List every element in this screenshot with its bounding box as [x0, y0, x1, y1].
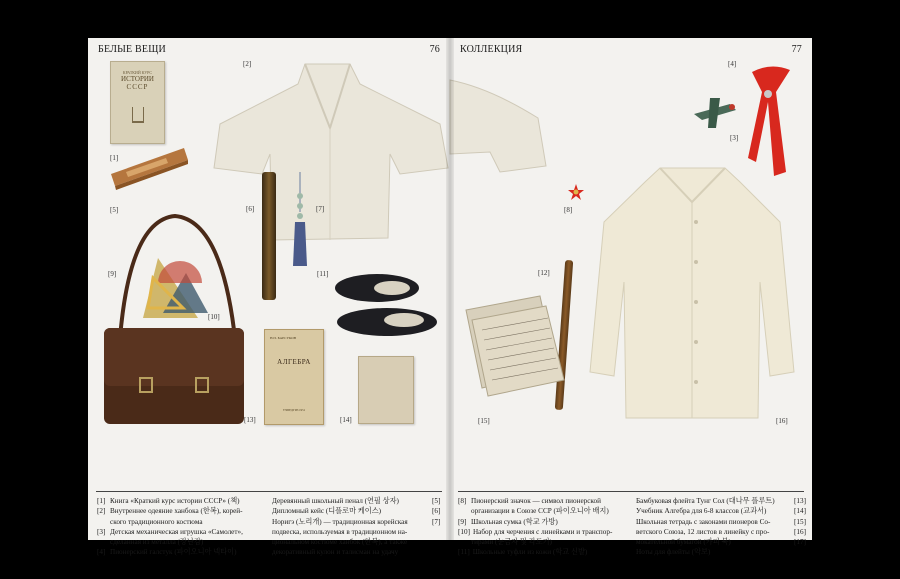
left-captions-col1 [97, 496, 267, 558]
label-8: [8] [564, 206, 573, 214]
caption-row: Учебник Алгебра для 6-8 классов (교과서) [14] [636, 507, 806, 516]
caption-row: [1] Книга «Краткий курс истории СССР» (책) [97, 497, 240, 505]
caption-row: Школьная тетрадь с законами пионеров Со- [15] [636, 517, 806, 526]
caption-divider [458, 491, 804, 492]
right-page-number: 77 [791, 44, 802, 55]
right-page [450, 38, 812, 557]
caption-row: [3] Детская механическая игрушка «Самолет», [97, 527, 243, 536]
book-cover-emblem [132, 107, 144, 123]
wooden-pencil-case [106, 142, 191, 192]
label-7: [7] [316, 205, 325, 213]
label-10: [10] [208, 313, 220, 321]
left-captions-col2 [272, 496, 442, 558]
right-captions-col2 [636, 496, 806, 558]
book-gutter [446, 38, 454, 540]
left-page-number: 76 [429, 44, 440, 55]
diploma-case [262, 172, 276, 300]
caption-row: [2] Внутреннее одеяние ханбока (한복), корей- [97, 507, 243, 516]
leather-school-shoes [332, 266, 442, 346]
caption-divider [96, 491, 442, 492]
pioneer-badge [568, 184, 584, 200]
sheet-music [460, 290, 570, 400]
book-cover-line2: ИСТОРИИ [121, 75, 154, 83]
label-3: [3] [730, 134, 739, 142]
leather-school-bag [100, 210, 250, 430]
caption-row: Ноты для флейты (악보) [636, 548, 711, 557]
caption-row: [9] Школьная сумка (학교 가방) [458, 517, 558, 526]
caption-row: тирами (눈금자 및 각도기) [471, 538, 552, 547]
caption-row: подвеска, используемая в традиционном на- [272, 527, 408, 536]
label-14: [14] [340, 416, 352, 424]
label-9: [9] [108, 270, 117, 278]
label-1: [1] [110, 154, 119, 162]
caption-row: декоративный кулон и талисман на удачу [272, 548, 399, 557]
cream-shirt [590, 162, 795, 422]
right-page-header: КОЛЛЕКЦИЯ [460, 44, 523, 55]
book-cover-line3: СССР [126, 83, 149, 91]
algebra-textbook [264, 329, 324, 425]
school-notebook [358, 356, 414, 424]
caption-row: Дипломный кейс (디플로마 케이스) [6] [272, 507, 441, 516]
history-book [110, 61, 165, 144]
right-captions-col1 [458, 496, 638, 558]
algebra-title: АЛГЕБРА [277, 358, 311, 366]
caption-row: [4] Пионерский галстук (파이오니아 넥타이) [97, 548, 237, 557]
caption-row: [8] Пионерский значок — символ пионерской [458, 497, 601, 505]
book-cover-line1: КРАТКИЙ КУРС [122, 70, 153, 75]
algebra-footer: УЧПЕДГИЗ 1951 [282, 408, 306, 412]
left-page [88, 38, 450, 557]
label-5: [5] [110, 206, 119, 214]
caption-row: Норигэ (노리개) — традиционная корейская [7] [272, 517, 441, 526]
caption-row: мокательной бумагой (카피 북) [17] [636, 538, 806, 547]
caption-row: [10] Набор для черчения с линейками и транспор- [458, 527, 613, 536]
left-page-header: БЕЛЫЕ ВЕЩИ [98, 44, 166, 55]
caption-row: Бамбуковая флейта Тунг Сол (대나무 플루트) [13] [636, 497, 806, 505]
caption-row: Деревянный школьный пенал (연필 상자) [5] [272, 497, 441, 505]
caption-row: [11] Школьные туфли из кожи (학교 신발) [458, 548, 588, 557]
caption-row: организации в Союзе ССР (파이오니아 배지) [471, 507, 609, 516]
label-6: [6] [246, 205, 255, 213]
label-13: [13] [244, 416, 256, 424]
label-12: [12] [538, 269, 550, 277]
caption-row: сделанная из металла (장난감) [110, 538, 204, 547]
label-16: [16] [776, 417, 788, 425]
toy-airplane [690, 94, 740, 134]
algebra-author: Н.П. БАРСУКОВ [270, 336, 297, 340]
hanbok-sleeve [450, 58, 550, 218]
label-4: [4] [728, 60, 737, 68]
caption-row: ского традиционного костюма [110, 517, 203, 526]
caption-row: ветского Союза, 12 листов в линейку с про- [16] [636, 527, 806, 536]
label-2: [2] [243, 60, 252, 68]
caption-row: циональном костюме ханбок (한복), а также [272, 538, 408, 547]
label-11: [11] [317, 270, 329, 278]
norigae-pendant [290, 172, 310, 272]
label-15: [15] [478, 417, 490, 425]
